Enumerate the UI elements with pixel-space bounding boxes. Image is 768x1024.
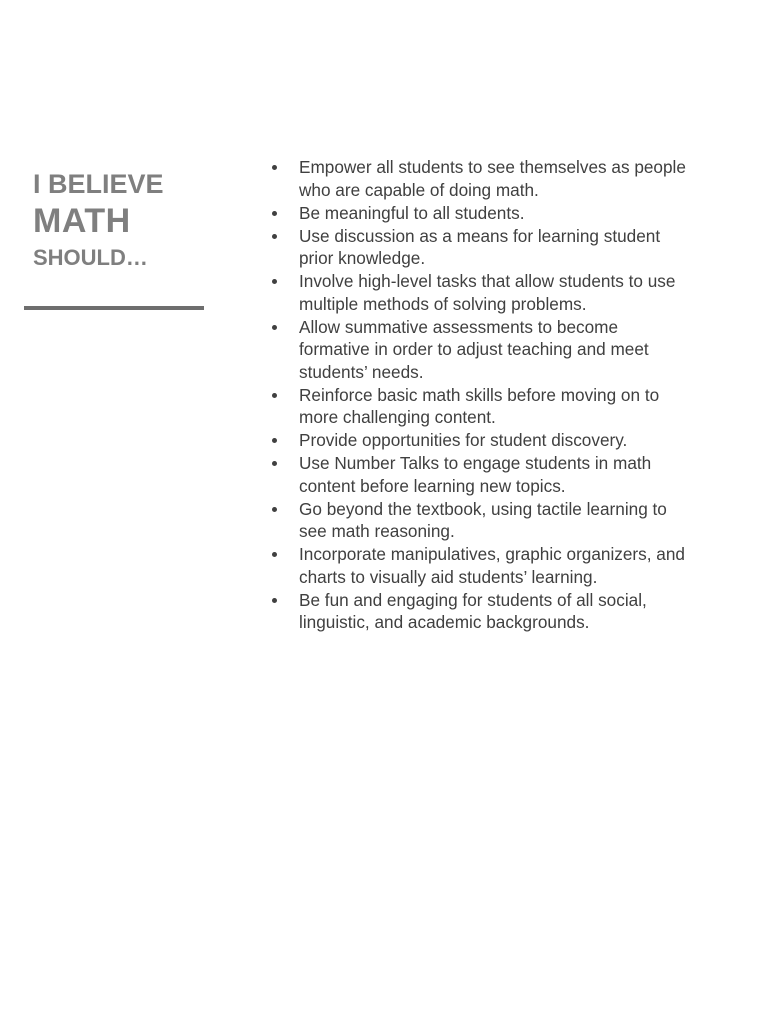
- list-item-text: Use Number Talks to engage students in math content before learning new topics.: [299, 453, 652, 496]
- bullet-icon: [272, 234, 277, 239]
- list-item: [270, 452, 690, 497]
- list-item-text: Allow summative assessments to become formative in order to adjust teaching and meet students’ needs.: [299, 316, 649, 382]
- bullet-icon: [272, 552, 277, 557]
- list-item-text: Reinforce basic math skills before moving on to more challenging content.: [299, 384, 660, 427]
- list-item-text: Empower all students to see themselves as people who are capable of doing math.: [299, 157, 686, 200]
- bullet-icon: [272, 165, 277, 170]
- list-item-text: Incorporate manipulatives, graphic organizers, and charts to visually aid students’ learning.: [299, 544, 685, 587]
- list-item-text: Be meaningful to all students.: [299, 202, 525, 223]
- bullet-icon: [272, 325, 277, 330]
- bullet-icon: [272, 507, 277, 512]
- belief-list: [270, 156, 690, 634]
- list-item: [270, 270, 690, 315]
- bullet-icon: [272, 279, 277, 284]
- bullet-icon: [272, 461, 277, 466]
- heading-i-believe: I BELIEVE: [33, 169, 164, 199]
- list-item: [270, 429, 690, 452]
- list-item: [270, 543, 690, 588]
- list-item: [270, 316, 690, 384]
- bullet-icon: [272, 598, 277, 603]
- heading-should: SHOULD…: [33, 245, 148, 270]
- bullet-icon: [272, 393, 277, 398]
- list-item: [270, 384, 690, 429]
- heading-divider: [24, 306, 204, 310]
- list-item: [270, 498, 690, 543]
- list-item-text: Use discussion as a means for learning student prior knowledge.: [299, 225, 661, 268]
- bullet-icon: [272, 438, 277, 443]
- list-item: [270, 589, 690, 634]
- page-heading: [33, 168, 223, 274]
- bullet-icon: [272, 211, 277, 216]
- list-item-text: Involve high-level tasks that allow students to use multiple methods of solving problems.: [299, 271, 676, 314]
- list-item: [270, 225, 690, 270]
- list-item: [270, 202, 690, 225]
- list-item-text: Provide opportunities for student discovery.: [299, 430, 628, 450]
- heading-math: MATH: [33, 202, 131, 240]
- list-item-text: Be fun and engaging for students of all social, linguistic, and academic backgrounds.: [299, 589, 647, 632]
- list-item-text: Go beyond the textbook, using tactile learning to see math reasoning.: [299, 498, 667, 541]
- list-item: [270, 156, 690, 201]
